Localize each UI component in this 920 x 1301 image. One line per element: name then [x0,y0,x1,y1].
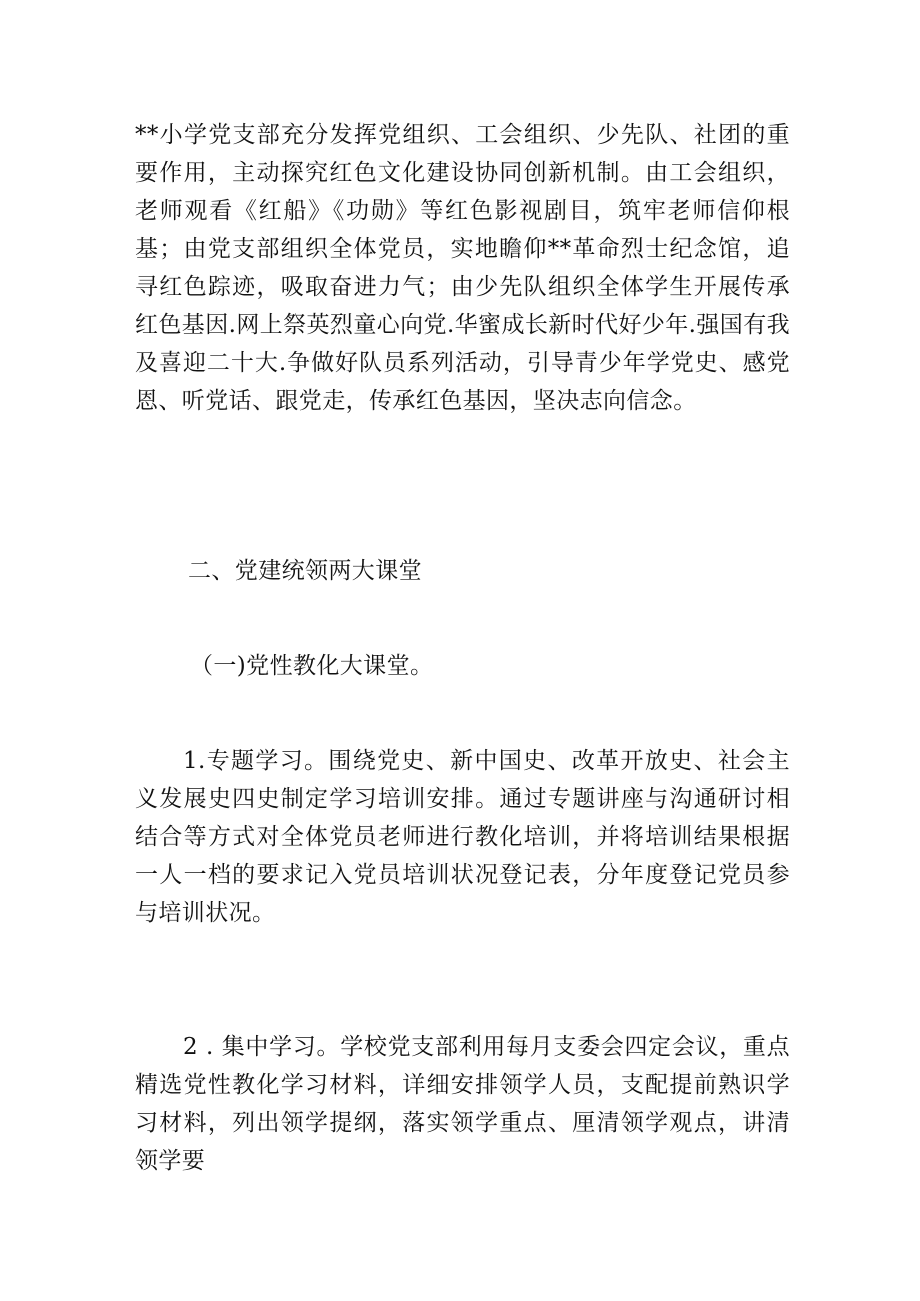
subsection-heading: （一)党性教化大课堂。 [190,653,434,679]
section-heading: 二、党建统领两大课堂 [188,558,422,584]
body-paragraph-red-culture: **小学党支部充分发挥党组织、工会组织、少先队、社团的重要作用，主动探究红色文化建设协同创新机制。由工会组织，老师观看《红船》《功勋》等红色影视剧目，筑牢老师信仰根基；由党支部组织全体党员，实地瞻仰**革命烈士纪念馆，追寻红色踪迹，吸取奋进力气；由少先队组织全体学生开展传承红色基因.网上祭英烈童心向党.华蜜成长新时代好少年.强国有我及喜迎二十大.争做好队员系列活动，引导青少年学党史、感党恩、听党话、跟党走，传承红色基因，坚决志向信念。 [135,122,790,414]
body-paragraph-special-study: 1.专题学习。围绕党史、新中国史、改革开放史、社会主义发展史四史制定学习培训安排。通过专题讲座与沟通研讨相结合等方式对全体党员老师进行教化培训，并将培训结果根据一人一档的要求记入党员培训状况登记表，分年度登记党员参与培训状况。 [135,748,790,926]
body-paragraph-group-study: 2 . 集中学习。学校党支部利用每月支委会四定会议，重点精选党性教化学习材料，详细安排领学人员，支配提前熟识学习材料，列出领学提纲，落实领学重点、厘清领学观点，讲清领学要 [135,1034,790,1174]
